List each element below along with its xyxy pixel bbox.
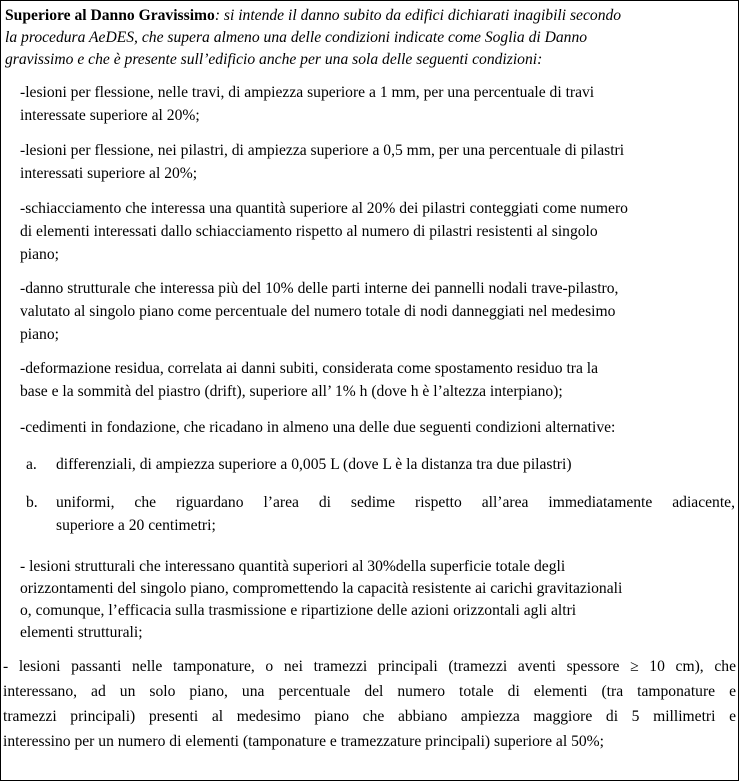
horizontal-damage-line-3: o, comunque, l’efficacia sulla trasmissione e ripartizione delle azioni orizzontali agli altri xyxy=(20,602,577,619)
sub-item-b-marker: b. xyxy=(26,494,38,511)
intro-heading: Superiore al Danno Gravissimo xyxy=(5,7,215,24)
condition-drift-line-2: base e la sommità del piastro (drift), superiore all’ 1% h (dove h è l’altezza interpiano); xyxy=(20,383,563,400)
condition-beams-line-1: -lesioni per flessione, nelle travi, di ampiezza superiore a 1 mm, per una percentuale di travi xyxy=(20,84,595,101)
sub-item-b-line-2: superiore a 20 centimetri; xyxy=(56,517,216,534)
condition-crushing-line-2: di elementi interessati dallo schiacciamento rispetto al numero di pilastri resistenti al singolo xyxy=(20,223,598,240)
infill-damage-line-3: tramezzi principali) presenti al medesimo piano che abbiano ampiezza maggiore di 5 millimetri e xyxy=(3,708,736,725)
infill-damage-line-4: interessino per un numero di elementi (tamponature e tramezzature principali) superiore al 50%; xyxy=(3,733,604,750)
infill-damage-line-2: interessano, ad un solo piano, una percentuale del numero totale di elementi (tra tamponature e xyxy=(3,683,736,700)
intro-line-2: la procedura AeDES, che supera almeno una delle condizioni indicate come Soglia di Danno xyxy=(5,29,588,46)
condition-beams-line-2: interessate superiore al 20%; xyxy=(20,107,200,124)
condition-drift-line-1: -deformazione residua, correlata ai danni subiti, considerata come spostamento residuo tra la xyxy=(20,360,599,377)
infill-damage-line-1: - lesioni passanti nelle tamponature, o nei tramezzi principali (tramezzi aventi spessore ≥ 10 cm), che xyxy=(3,658,736,675)
condition-crushing-line-1: -schiacciamento che interessa una quantità superiore al 20% dei pilastri conteggiati come numero xyxy=(20,200,628,217)
condition-joints-line-2: valutato al singolo piano come percentuale del numero totale di nodi danneggiati nel medesimo xyxy=(20,303,616,320)
condition-foundation-line-1: -cedimenti in fondazione, che ricadano in almeno una delle due seguenti condizioni alternative: xyxy=(20,419,616,436)
condition-columns-line-2: interessati superiore al 20%; xyxy=(20,165,198,182)
intro-line-1 xyxy=(5,5,621,27)
sub-item-a-line-1: differenziali, di ampiezza superiore a 0,005 L (dove L è la distanza tra due pilastri) xyxy=(56,456,572,473)
intro-line-1-rest: : si intende il danno subito da edifici dichiarati inagibili secondo xyxy=(214,7,622,24)
condition-joints-line-1: -danno strutturale che interessa più del 10% delle parti interne dei pannelli nodali trave-pilastro, xyxy=(20,280,619,297)
condition-joints-line-3: piano; xyxy=(20,326,59,343)
horizontal-damage-line-4: elementi strutturali; xyxy=(20,624,143,641)
sub-item-b-line-1: uniformi, che riguardano l’area di sedime rispetto all’area immediatamente adiacente, xyxy=(56,494,735,511)
condition-columns-line-1: -lesioni per flessione, nei pilastri, di ampiezza superiore a 0,5 mm, per una percentuale di pilastri xyxy=(20,142,625,159)
condition-crushing-line-3: piano; xyxy=(20,246,59,263)
horizontal-damage-line-2: orizzontamenti del singolo piano, compromettendo la capacità resistente ai carichi gravitazionali xyxy=(20,580,623,597)
horizontal-damage-line-1: - lesioni strutturali che interessano quantità superiori al 30%della superficie totale degli xyxy=(20,558,566,575)
intro-line-3: gravissimo e che è presente sull’edificio anche per una sola delle seguenti condizioni: xyxy=(5,51,543,68)
sub-item-a-marker: a. xyxy=(26,456,37,473)
